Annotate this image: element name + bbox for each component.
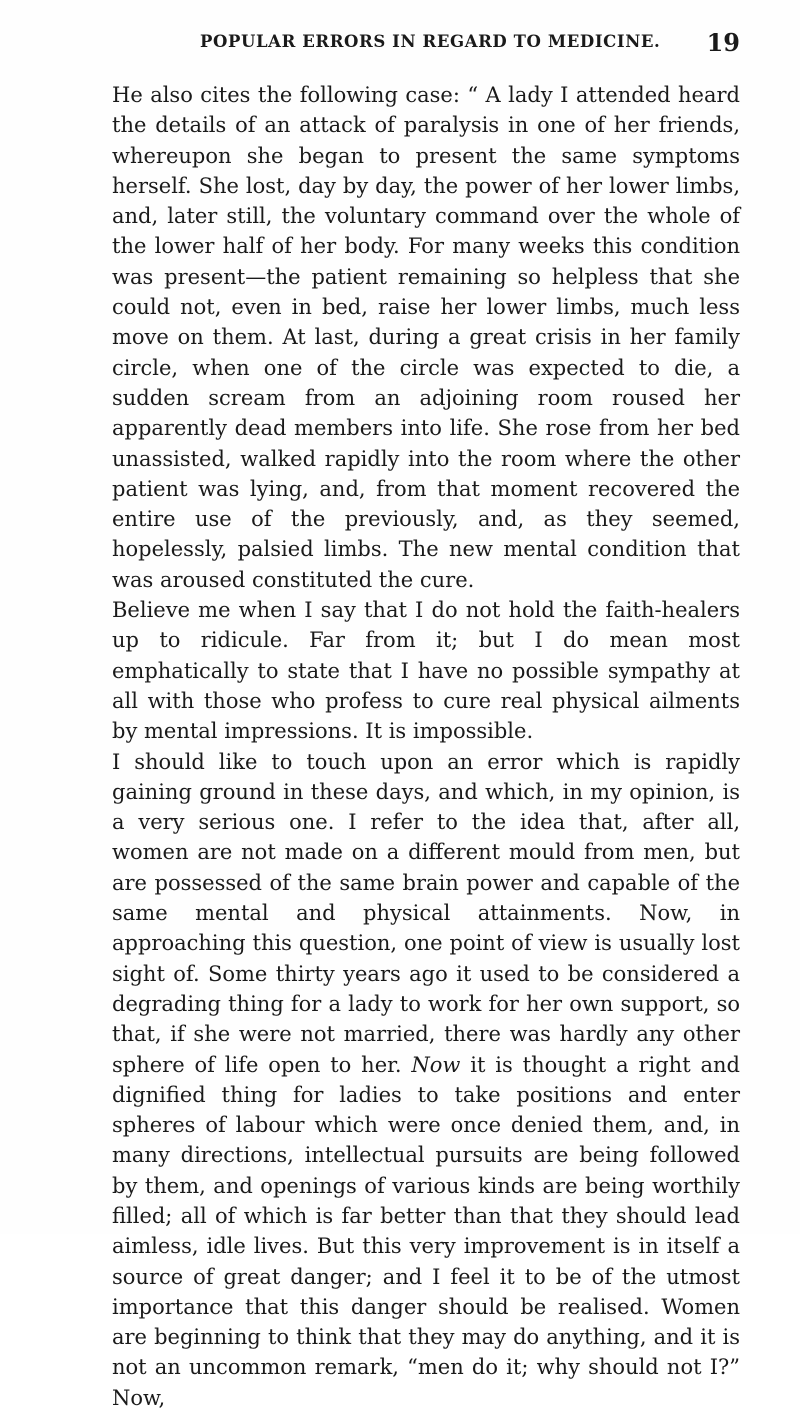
paragraph-text-segment: I should like to touch upon an error which is rapidly gaining ground in these days, and which, in my opinion, is a very serious one. I refer to the idea that, after all, women are not made on a different mould from men, but are possessed of the same brain power and capable of the same mental and physical attainments. Now, in approaching this question, one point of view is usually lost sight of. Some thirty years ago it used to be considered a degrading thing for a lady to work for her own support, so that, if she were not married, there was hardly any other sphere of life open to her.: [112, 749, 740, 1077]
paragraph-case-citation: He also cites the following case: “ A lady I attended heard the details of an attack of paralysis in one of her friends, whereupon she began to present the same symptoms herself. She lost, day by day, the power of her lower limbs, and, later still, the voluntary command over the whole of the lower half of her body. For many weeks this condition was present—the patient remaining so helpless that she could not, even in bed, raise her lower limbs, much less move on them. At last, during a great crisis in her family circle, when one of the circle was expected to die, a sudden scream from an adjoining room roused her apparently dead members into life. She rose from her bed unassisted, walked rapidly into the room where the other patient was lying, and, from that moment recovered the entire use of the previously, and, as they seemed, hopelessly, palsied limbs. The new mental condition that was aroused constituted the cure.: [112, 83, 740, 592]
paragraph-text-segment: it is thought a right and dignified thing for ladies to take positions and enter spheres of labour which were once denied them, and, in many directions, intellectual pursuits are being followed by them, and openings of various kinds are being worthily filled; all of which is far better than that they should lead aimless, idle lives. But this very improvement is in itself a source of great danger; and I feel it to be of the utmost importance that this danger should be realised. Women are beginning to think that they may do anything, and it is not an uncommon remark, “men do it; why should not I?” Now,: [112, 1052, 740, 1410]
paragraph-women-error: [112, 747, 740, 1413]
page-number: 19: [706, 28, 740, 57]
emphasized-word: Now: [411, 1052, 461, 1077]
running-title: POPULAR ERRORS IN REGARD TO MEDICINE.: [200, 32, 661, 51]
running-head: [112, 28, 740, 58]
paragraph-faith-healers: Believe me when I say that I do not hold the faith-healers up to ridicule. Far from it; but I do mean most emphatically to state that I have no possible sympathy at all with those who profess to cure real physical ailments by mental impressions. It is impossible.: [112, 598, 740, 744]
body-text: [112, 80, 740, 1413]
